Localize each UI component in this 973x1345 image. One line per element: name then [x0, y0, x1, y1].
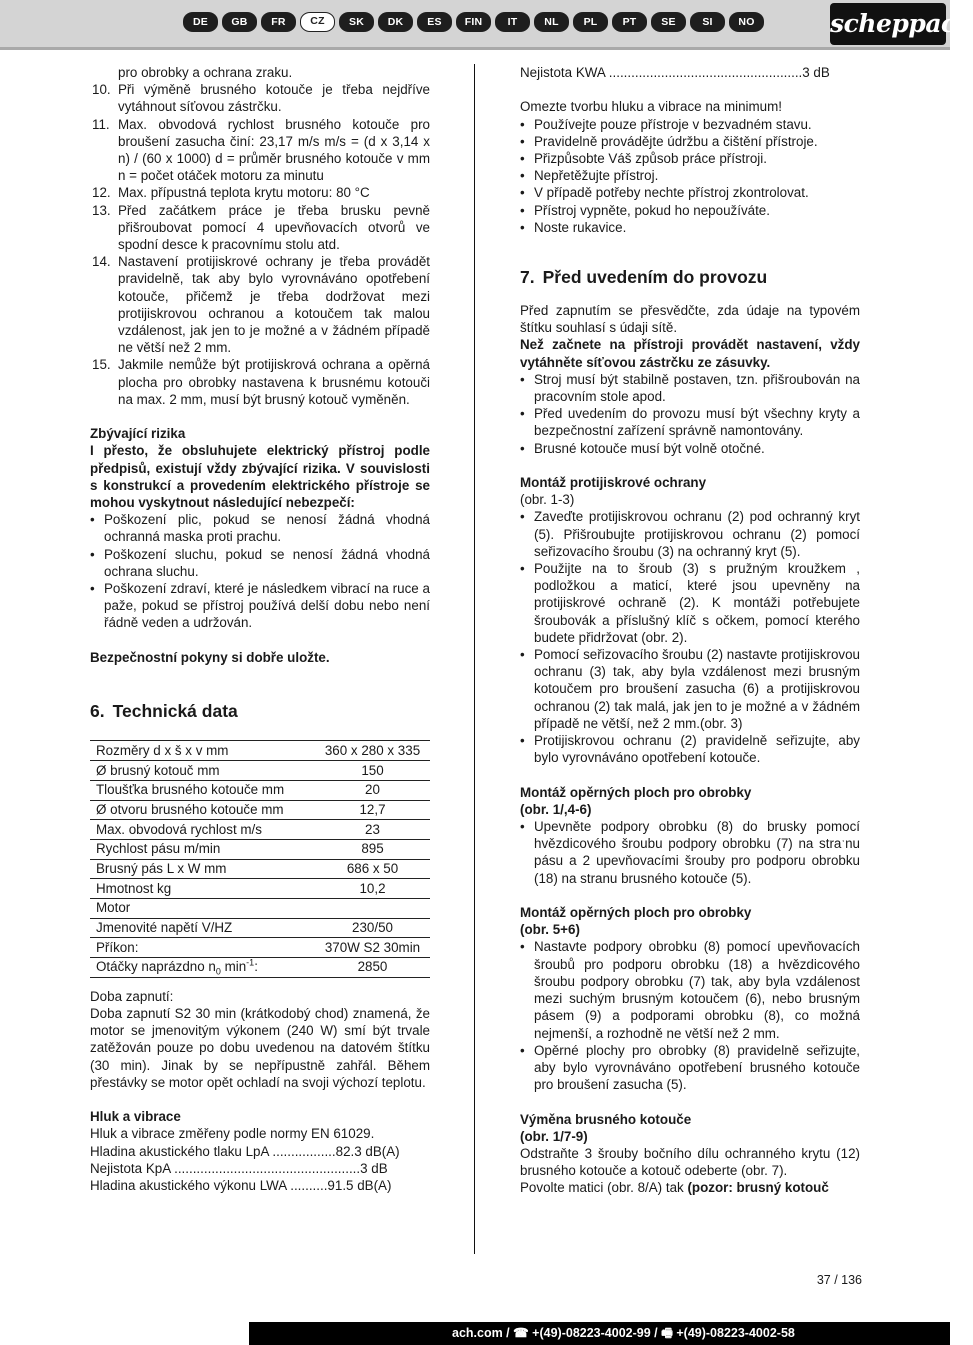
work-rest-ref: (obr. 1/,4-6) — [520, 801, 592, 817]
table-row: Rozměry d x š x v mm 360 x 280 x 335 — [90, 741, 430, 761]
noise-line: Hladina akustického tlaku LpA .................82.3 dB(A) — [90, 1143, 400, 1159]
list-item: • Nepřetěžujte přístroj. — [520, 167, 860, 184]
list-item: pro obrobky a ochrana zraku. — [118, 65, 293, 80]
kwa-line: Nejistota KWA ....................................................3 dB — [520, 65, 830, 80]
language-tab-gb[interactable]: GB — [222, 12, 257, 32]
table-row: Tloušťka brusného kotouče mm 20 — [90, 780, 430, 800]
spark-guard-heading: Montáž protijiskrové ochrany — [520, 475, 707, 491]
wheel-change-heading: Výměna brusného kotouče — [520, 1111, 692, 1127]
list-item: • Noste rukavice. — [520, 219, 860, 236]
list-item: • Stroj musí být stabilně postaven, tzn. přišroubován na pracovním stole apod. — [520, 371, 860, 405]
list-item: 14. Nastavení protijiskrové ochrany je třeba provádět pravidelně, tak aby bylo vyrovnáváno opotřebení kotouče, přičemž je třeba dodržovat mezi protijiskrovou ochranou a kotoučem tak malou vzdálenost, jak jen to je možné a v žádném případě ne větší než 2 mm. — [92, 254, 430, 356]
wheel-change-text: Odstraňte 3 šrouby bočního dílu ochranného krytu (12) brusného kotouče a kotouč odeberte (obr. 7). — [520, 1145, 860, 1179]
table-row: Brusný pás L x W mm 686 x 50 — [90, 859, 430, 879]
list-item: • Pomocí seřizovacího šroubu (2) nastavte protijiskrovou ochranu (3) tak, aby byla vzdálenost mezi brusným kotoučem pro broušení zasucha (6) a protijiskrovou ochranou (2) tak malá, jak jen to je možné a v žádném případě ne větší, než 2 mm.(obr. 3) — [520, 646, 860, 732]
table-row: Motor — [90, 898, 430, 918]
list-item: • Poškození plic, pokud se nenosí žádná vhodná ochranná maska proti prachu. — [90, 511, 430, 545]
language-tab-pl[interactable]: PL — [573, 12, 608, 32]
wheel-change-ref: (obr. 1/7-9) — [520, 1128, 588, 1144]
scheppach-logo: scheppach — [830, 3, 946, 45]
language-tab-fr[interactable]: FR — [261, 12, 296, 32]
safety-list — [90, 64, 430, 408]
table-row: Max. obvodová rychlost m/s 23 — [90, 820, 430, 840]
work-rest-heading: Montáž opěrných ploch pro obrobky — [520, 784, 752, 800]
list-item: 10. Při výměně brusného kotouče je třeba nejdříve vytáhnout síťovou zástrčku. — [92, 82, 430, 115]
startup-intro: Před zapnutím se přesvědčte, zda údaje na typovém štítku souhlasí s údaji sítě. — [520, 303, 860, 336]
list-item: 12. Max. přípustná teplota krytu motoru: 80 °C — [92, 185, 370, 201]
risks-list — [90, 511, 430, 631]
language-tab-es[interactable]: ES — [417, 12, 452, 32]
list-item: 13. Před začátkem práce je třeba brusku pevně přišroubovat pomocí 4 upevňovacích otvorů ve spodní desce k pracovnímu stolu atd. — [92, 202, 430, 253]
page-footer — [0, 1322, 950, 1345]
technical-data-table — [90, 740, 430, 977]
header-divider — [0, 47, 950, 50]
list-item: 11. Max. obvodová rychlost brusného kotouče pro broušení zasucha činí: 23,17 m/s m/s = (d x 3,14 x n) / (60 x 1000) d = průměr brusného kotouče v mm n = počet otáček motoru za minutu — [92, 116, 430, 184]
list-item: • Nastavte podpory obrobku (8) pomocí upevňovacích šroubů pro podporu obrobku (18) a hvězdicového šroubu podpory obrobku (7) tak, aby byla vzdálenost mezi suchým brusným kotoučem (6), nebo brusným pásem (9) a podporami obrobku (8), co možná nejmenší, a rozhodně ne větší než 2 mm. — [520, 938, 860, 1041]
table-row: Příkon: 370W S2 30min — [90, 938, 430, 958]
list-item: • Poškození sluchu, pokud se nenosí žádná vhodná ochrana sluchu. — [90, 546, 430, 580]
list-item: 15. Jakmile nemůže být protijiskrová ochrana a opěrná plocha pro obrobky nastavena k brusnému kotouči na max. 2 mm, musí být brusný kotouč vyměněn. — [92, 357, 430, 407]
startup-warning: Než začnete na přístroji provádět nastavení, vždy vytáhněte síťovou zástrčku ze zásuvky. — [520, 337, 860, 370]
footer-contact: ach.com / ☎ +(49)-08223-4002-99 / 🖷 +(49)-08223-4002-58 — [452, 1326, 795, 1340]
table-row: Otáčky naprázdno $n_0$ $\min^{-1}$: 2850 — [90, 958, 430, 978]
language-tab-cz[interactable]: CZ — [300, 12, 335, 32]
spark-guard-list — [520, 508, 860, 766]
risks-intro: I přesto, že obsluhujete elektrický přístroj podle předpisů, existují vždy zbývající rizika. V souvislosti s konstrukcí a provedením elektrického přístroje se mohou vyskytnout následující nebezpečí: — [90, 443, 430, 511]
language-tab-no[interactable]: NO — [729, 12, 764, 32]
list-item: • Používejte pouze přístroje v bezvadném stavu. — [520, 116, 860, 133]
table-row: Hmotnost kg 10,2 — [90, 879, 430, 899]
left-column — [90, 64, 430, 1194]
list-item: • Opěrné plochy pro obrobky (8) pravidelně seřizujte, aby bylo vyrovnáváno opotřebení brusného kotouče pro broušení zasucha (5). — [520, 1042, 860, 1094]
risks-heading: Zbývající rizika — [90, 426, 186, 442]
startup-list — [520, 371, 860, 457]
column-divider — [474, 64, 475, 1254]
table-row: Jmenovité napětí V/HZ 230/50 — [90, 918, 430, 938]
list-item: • Před uvedením do provozu musí být všechny kryty a bezpečnostní zařízení správně namontovány. — [520, 405, 860, 439]
list-item: • Poškození zdraví, které je následkem vibrací na ruce a paže, pokud se přístroj používá delší dobu nebo není řádně veden a udržován. — [90, 580, 430, 632]
table-row: Ø brusný kotouč mm 150 — [90, 761, 430, 781]
wheel-change-text-2: Povolte matici (obr. 8/A) tak (pozor: brusný kotouč — [520, 1180, 829, 1196]
language-tab-dk[interactable]: DK — [378, 12, 413, 32]
list-item: • Upevněte podpory obrobku (8) do brusky pomocí hvězdicového šroubu podpory obrobku (7) na straˑnu pásu a 2 upevňovacími šrouby pro podporu obrobku (18) na stranu brusného kotouče (5). — [520, 818, 860, 887]
section-heading-startup: 7. Před uvedením do provozu — [520, 267, 768, 288]
language-tab-si[interactable]: SI — [690, 12, 725, 32]
list-item: • Přístroj vypněte, pokud ho nepoužíváte. — [520, 202, 860, 219]
work-rest-heading-2: Montáž opěrných ploch pro obrobky — [520, 905, 752, 921]
keep-safety-note: Bezpečnostní pokyny si dobře uložte. — [90, 649, 330, 665]
language-tab-nl[interactable]: NL — [534, 12, 569, 32]
work-rest-list-2 — [520, 938, 860, 1093]
language-tab-sk[interactable]: SK — [339, 12, 374, 32]
noise-line: Hluk a vibrace změřeny podle normy EN 61029. — [90, 1126, 375, 1142]
list-item: • Zaveďte protijiskrovou ochranu (2) pod ochranný kryt (5). Přišroubujte protijiskrovou ochranu (2) pomocí seřizovacího šroubu (3) na ochranný kryt (5). — [520, 508, 860, 560]
list-item: • Brusné kotouče musí být volně otočné. — [520, 440, 860, 457]
noise-line: Nejistota KpA ..................................................3 dB — [90, 1160, 388, 1176]
work-rest-list — [520, 818, 860, 887]
language-tab-de[interactable]: DE — [183, 12, 218, 32]
work-rest-ref-2: (obr. 5+6) — [520, 922, 580, 938]
table-row: Rychlost pásu m/min 895 — [90, 839, 430, 859]
language-tab-se[interactable]: SE — [651, 12, 686, 32]
spark-guard-ref: (obr. 1-3) — [520, 492, 575, 508]
noise-line: Hladina akustického výkonu LWA ..........91.5 dB(A) — [90, 1177, 392, 1193]
language-tabs — [183, 12, 764, 32]
table-row: Ø otvoru brusného kotouče mm 12,7 — [90, 800, 430, 820]
language-tab-it[interactable]: IT — [495, 12, 530, 32]
page-number: 37 / 136 — [816, 1273, 862, 1287]
list-item: • V případě potřeby nechte přístroj zkontrolovat. — [520, 184, 860, 201]
list-item: • Použijte na to šroub (3) s pružným kroužkem , podložkou a maticí, které jsou upevněny na protijiskrové ochraně (2). K montáži potřebujete šroubovák a příslušný klíč s očkem, pomocí kterého budete přidržovat (obr. 2). — [520, 560, 860, 646]
language-tab-fin[interactable]: FIN — [456, 12, 491, 32]
list-item: • Protijiskrovou ochranu (2) pravidelně seřizujte, aby bylo vyrovnáváno opotřebení kotouče. — [520, 732, 860, 766]
minimize-note: Omezte tvorbu hluku a vibrace na minimum! — [520, 99, 782, 115]
duty-label: Doba zapnutí: — [90, 988, 174, 1004]
language-tab-pt[interactable]: PT — [612, 12, 647, 32]
list-item: • Přizpůsobte Váš způsob práce přístroji. — [520, 150, 860, 167]
section-heading-technical-data: 6. Technická data — [90, 701, 238, 722]
list-item: • Pravidelně provádějte údržbu a čištění přístroje. — [520, 133, 860, 150]
duty-text: Doba zapnutí S2 30 min (krátkodobý chod) znamená, že motor se jmenovitým výkonem (240 W) smí být trvale zatěžován pouze po dobu uvedenou na datovém štítku (30 min). Jinak by se nepřípustně zahřál. Během přestávky se motor opět ochladí na svoji výchozí teplotu. — [90, 1005, 430, 1090]
minimize-list — [520, 116, 860, 236]
noise-heading: Hluk a vibrace — [90, 1109, 181, 1125]
right-column — [520, 64, 860, 1197]
page-header — [0, 0, 973, 50]
